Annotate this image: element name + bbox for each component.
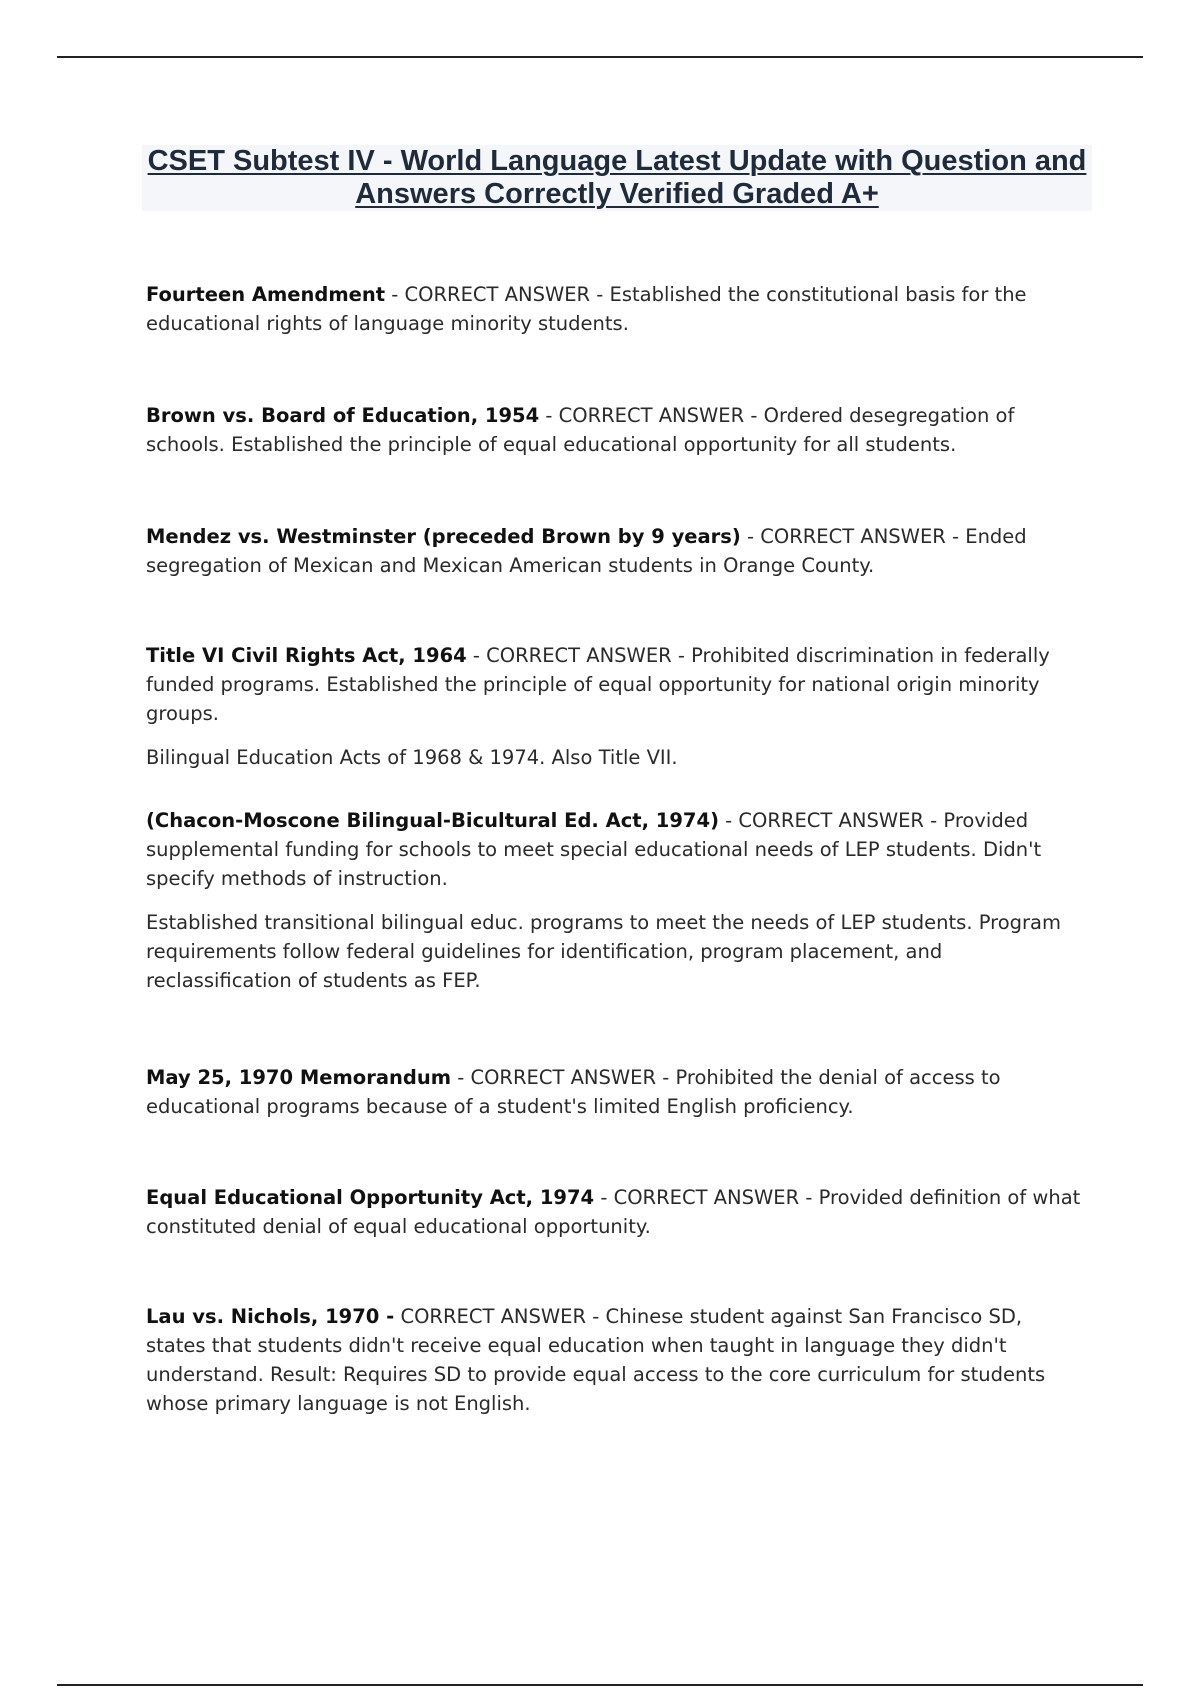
qa-separator: - CORRECT ANSWER - (466, 644, 692, 667)
qa-term: Fourteen Amendment (146, 283, 386, 306)
qa-separator: - CORRECT ANSWER - (594, 1186, 819, 1209)
qa-term: Mendez vs. Westminster (preceded Brown by 9 years) (146, 525, 741, 548)
qa-entry (146, 1063, 1086, 1121)
qa-text (146, 1183, 1086, 1241)
qa-entry (146, 1302, 1086, 1418)
qa-entry (146, 641, 1086, 772)
qa-entry (146, 522, 1086, 580)
document-title (142, 145, 1092, 211)
qa-note: Established transitional bilingual educ. programs to meet the needs of LEP students. Program requirements follow federal guidelines for identification, program placement, and reclassification of students as FEP. (146, 911, 1061, 992)
top-rule (57, 56, 1143, 58)
qa-separator: - CORRECT ANSWER - (539, 404, 764, 427)
qa-entry (146, 1183, 1086, 1241)
qa-text (146, 1063, 1086, 1121)
qa-text (146, 806, 1086, 893)
bottom-rule (57, 1684, 1143, 1686)
qa-separator: CORRECT ANSWER - (394, 1305, 606, 1328)
qa-answer: Established the constitutional basis for the educational rights of language minority students. (146, 283, 1027, 335)
title-line-2: Answers Correctly Verified Graded A+ (355, 178, 879, 210)
qa-text (146, 280, 1086, 338)
qa-term: (Chacon-Moscone Bilingual-Bicultural Ed. Act, 1974) (146, 809, 719, 832)
qa-text (146, 1302, 1086, 1418)
qa-term: Lau vs. Nichols, 1970 - (146, 1305, 395, 1328)
qa-entry (146, 401, 1086, 459)
qa-entry (146, 280, 1086, 338)
qa-answer: Ordered desegregation of schools. Established the principle of equal educational opportunity for all students. (146, 404, 1015, 456)
qa-entry (146, 806, 1086, 995)
title-line-1: CSET Subtest IV - World Language Latest Update with Question and (147, 145, 1087, 177)
qa-text (146, 522, 1086, 580)
qa-term: Brown vs. Board of Education, 1954 (146, 404, 540, 427)
qa-text (146, 401, 1086, 459)
qa-separator: - CORRECT ANSWER - (718, 809, 944, 832)
qa-term: Title VI Civil Rights Act, 1964 (146, 644, 467, 667)
qa-separator: - CORRECT ANSWER - (385, 283, 610, 306)
qa-note: Bilingual Education Acts of 1968 & 1974. Also Title VII. (146, 746, 678, 769)
qa-term: May 25, 1970 Memorandum (146, 1066, 452, 1089)
qa-answer: Provided definition of what constituted denial of equal educational opportunity. (146, 1186, 1081, 1238)
qa-term: Equal Educational Opportunity Act, 1974 (146, 1186, 595, 1209)
qa-text (146, 641, 1086, 728)
qa-answer: Provided supplemental funding for schools to meet special educational needs of LEP students. Didn't specify methods of instruction. (146, 809, 1042, 890)
qa-answer: Ended segregation of Mexican and Mexican American students in Orange County. (146, 525, 1027, 577)
qa-separator: - CORRECT ANSWER - (451, 1066, 676, 1089)
document-title-block (142, 145, 1092, 211)
qa-separator: - CORRECT ANSWER - (740, 525, 966, 548)
qa-answer: Prohibited discrimination in federally funded programs. Established the principle of equal opportunity for national origin minority groups. (146, 644, 1050, 725)
qa-answer: Chinese student against San Francisco SD, states that students didn't receive equal education when taught in language they didn't understand. Result: Requires SD to provide equal access to the core curriculum for students whose primary language is not English. (146, 1305, 1046, 1415)
qa-answer: Prohibited the denial of access to educational programs because of a student's limited English proficiency. (146, 1066, 1001, 1118)
